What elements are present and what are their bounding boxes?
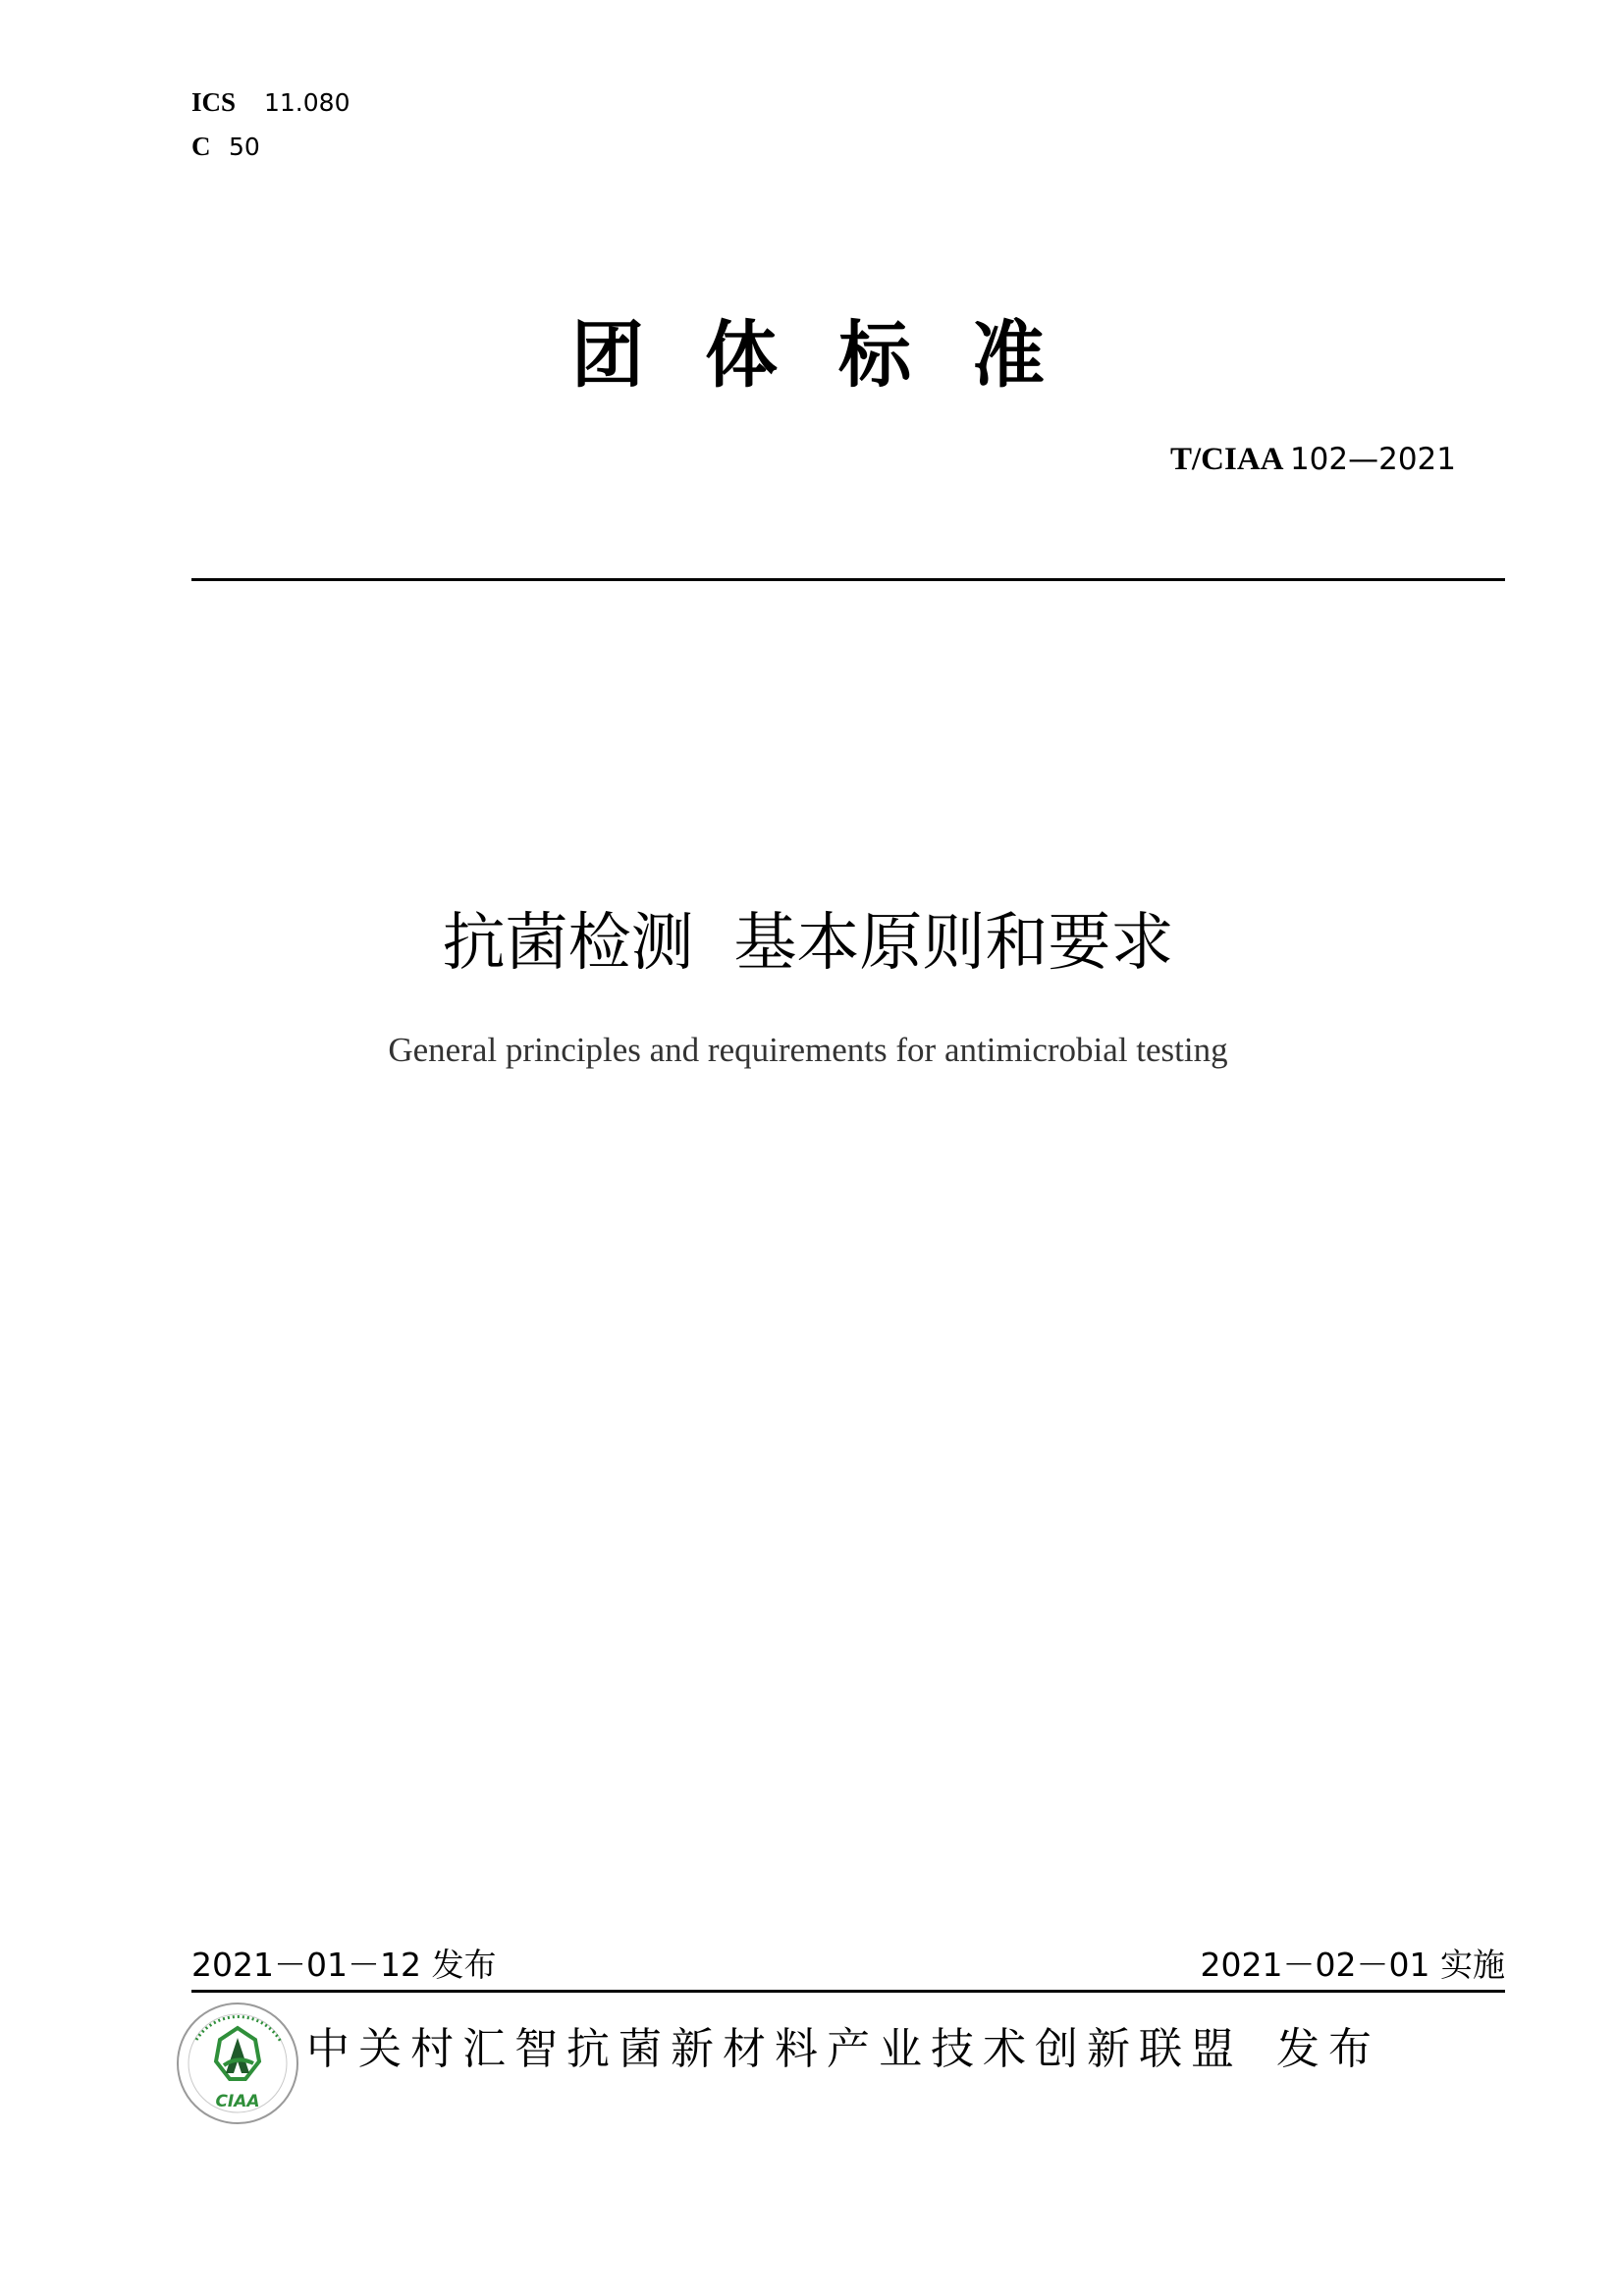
issuer-name: 中关村汇智抗菌新材料产业技术创新联盟 [306, 2024, 1243, 2074]
top-divider [191, 578, 1505, 581]
standard-number-value: 102—2021 [1289, 442, 1456, 477]
ics-code-row [191, 80, 350, 125]
standard-number [1170, 442, 1456, 478]
title-english: General principles and requirements for antimicrobial testing [388, 1031, 1228, 1069]
date-row [191, 1943, 1505, 1988]
bottom-divider [191, 1990, 1505, 1993]
ccs-label: C [191, 132, 211, 161]
standard-number-prefix: T/CIAA [1169, 442, 1282, 477]
classification-codes [191, 80, 350, 169]
ics-code: 11.080 [264, 88, 350, 117]
ciaa-logo [175, 2001, 300, 2126]
standard-type-heading: 团体标准 [571, 313, 1105, 398]
logo-text: CIAA [215, 2092, 260, 2111]
ccs-code: 50 [229, 133, 260, 161]
issuer-action: 发布 [1276, 2024, 1380, 2074]
ccs-code-row [191, 125, 350, 169]
title-chinese: 抗菌检测 基本原则和要求 [442, 907, 1174, 980]
implement-date: 2021－02－01 实施 [1200, 1946, 1505, 1984]
ics-label: ICS [191, 87, 237, 117]
issuer-line [306, 2020, 1380, 2079]
publish-date: 2021－01－12 发布 [191, 1946, 497, 1984]
